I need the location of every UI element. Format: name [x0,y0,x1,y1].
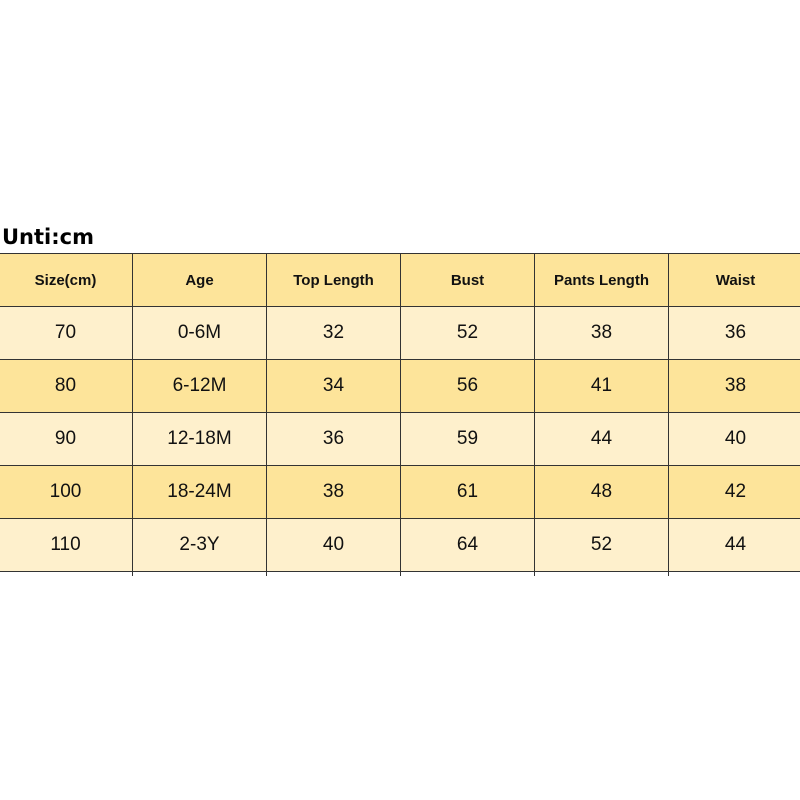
cell-top-length: 40 [267,519,401,572]
column-header-waist: Waist [669,254,800,307]
cell-bust: 56 [401,360,535,413]
cell-waist: 44 [669,519,800,572]
table-row [0,519,800,572]
cropped-cell [267,572,401,577]
cell-pants-length: 38 [535,307,669,360]
cell-age: 12-18M [133,413,267,466]
cell-size: 100 [0,466,133,519]
cell-size: 80 [0,360,133,413]
cropped-cell [133,572,267,577]
cell-size: 70 [0,307,133,360]
column-header-size: Size(cm) [0,254,133,307]
cell-size: 110 [0,519,133,572]
cell-top-length: 36 [267,413,401,466]
cell-age: 6-12M [133,360,267,413]
unit-label: Unti:cm [2,225,94,249]
cell-bust: 61 [401,466,535,519]
cropped-cell [401,572,535,577]
column-header-top-length: Top Length [267,254,401,307]
cell-age: 2-3Y [133,519,267,572]
cell-bust: 59 [401,413,535,466]
table-row [0,307,800,360]
column-header-age: Age [133,254,267,307]
cell-age: 0-6M [133,307,267,360]
cell-waist: 38 [669,360,800,413]
cell-bust: 52 [401,307,535,360]
cell-pants-length: 41 [535,360,669,413]
table-row [0,360,800,413]
cell-pants-length: 44 [535,413,669,466]
table-row-cropped [0,572,800,577]
cell-top-length: 38 [267,466,401,519]
cell-top-length: 34 [267,360,401,413]
cell-waist: 36 [669,307,800,360]
table-row [0,413,800,466]
cell-pants-length: 48 [535,466,669,519]
cropped-cell [669,572,800,577]
cropped-cell [0,572,133,577]
cropped-cell [535,572,669,577]
cell-size: 90 [0,413,133,466]
cell-age: 18-24M [133,466,267,519]
table-row [0,466,800,519]
table-header-row [0,254,800,307]
cell-pants-length: 52 [535,519,669,572]
cell-top-length: 32 [267,307,401,360]
cell-waist: 42 [669,466,800,519]
column-header-pants-length: Pants Length [535,254,669,307]
cell-waist: 40 [669,413,800,466]
size-chart-table [0,253,800,576]
cell-bust: 64 [401,519,535,572]
column-header-bust: Bust [401,254,535,307]
